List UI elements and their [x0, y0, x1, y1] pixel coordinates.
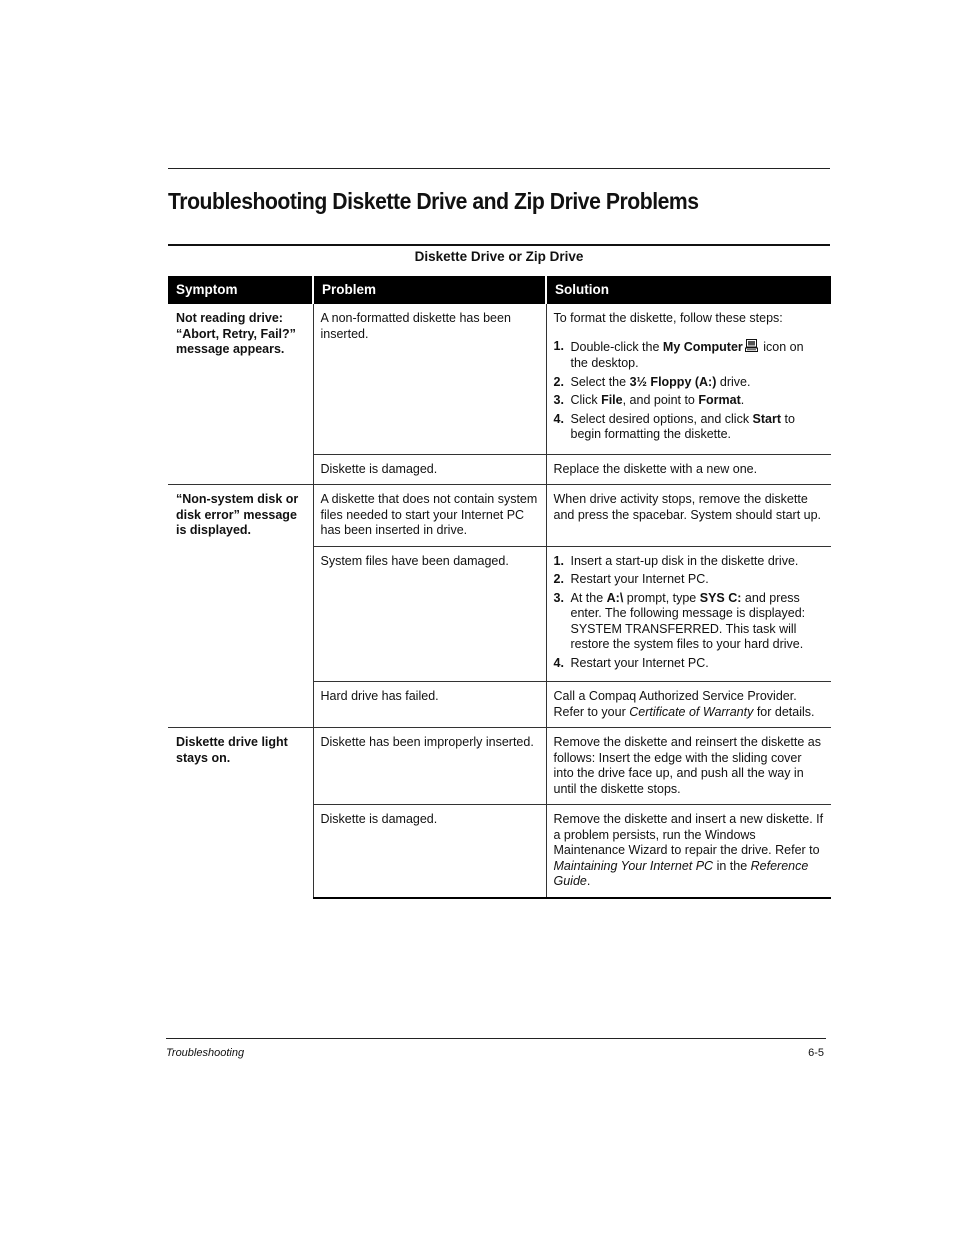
table-top-rule	[168, 244, 830, 246]
computer-icon	[745, 339, 758, 357]
solution-cell: When drive activity stops, remove the diskette and press the spacebar. System should start up.	[546, 485, 831, 547]
sys-step-3: 3. At the A:\ prompt, type SYS C: and press enter. The following message is displayed: SYSTEM TRANSFERRED. This task will restore the system files to your hard drive.	[553, 590, 806, 651]
solution-system-files-steps	[546, 546, 831, 682]
problem-cell: A non-formatted diskette has been inserted.	[313, 304, 546, 454]
problem-cell: A diskette that does not contain system files needed to start your Internet PC has been inserted in drive.	[313, 485, 546, 547]
sys-step-4: 4. Restart your Internet PC.	[553, 655, 709, 670]
symptom-non-system-disk: “Non-system disk or disk error” message is displayed.	[168, 485, 313, 728]
symptom-not-reading-drive: Not reading drive: “Abort, Retry, Fail?” message appears.	[176, 311, 296, 356]
header-symptom: Symptom	[168, 276, 313, 304]
format-steps-list	[554, 339, 825, 443]
problem-cell: Diskette is damaged.	[313, 805, 546, 898]
format-step-4: 4. Select desired options, and click Start to begin formatting the diskette.	[553, 411, 795, 441]
page-title: Troubleshooting Diskette Drive and Zip Drive Problems	[168, 188, 699, 214]
solution-cell: Remove the diskette and reinsert the diskette as follows: Insert the edge with the sliding cover into the drive face up, and push all the way in until the diskette stops.	[546, 728, 831, 805]
solution-cell: Remove the diskette and insert a new diskette. If a problem persists, run the Windows Maintenance Wizard to repair the drive. Refer to Maintaining Your Internet PC in the Reference Guide.	[546, 805, 831, 898]
troubleshooting-table	[168, 276, 831, 899]
problem-cell: System files have been damaged.	[313, 546, 546, 682]
sys-step-2: 2. Restart your Internet PC.	[553, 572, 709, 586]
top-rule	[168, 168, 830, 169]
format-step-2: 2. Select the 3½ Floppy (A:) drive.	[553, 374, 751, 389]
problem-cell: Diskette is damaged.	[313, 454, 546, 485]
table-row	[168, 485, 831, 547]
format-step-1: 1. Double-click the My Computer icon on the desktop.	[553, 338, 804, 370]
format-step-3: 3. Click File, and point to Format.	[553, 393, 745, 407]
solution-cell: Call a Compaq Authorized Service Provider. Refer to your Certificate of Warranty for details.	[546, 682, 831, 728]
header-problem: Problem	[313, 276, 546, 304]
solution-format-steps	[546, 304, 831, 454]
symptom-light-stays-on: Diskette drive light stays on.	[168, 728, 313, 898]
table-caption: Diskette Drive or Zip Drive	[414, 249, 584, 264]
problem-cell: Hard drive has failed.	[313, 682, 546, 728]
table-row	[168, 304, 831, 454]
footer-section: Troubleshooting	[166, 1047, 245, 1059]
table-header-row	[168, 276, 831, 304]
table-row	[168, 728, 831, 805]
problem-cell: Diskette has been improperly inserted.	[313, 728, 546, 805]
format-intro: To format the diskette, follow these steps:	[553, 311, 783, 325]
system-files-steps-list	[554, 554, 825, 672]
header-solution: Solution	[546, 276, 831, 304]
solution-cell: Replace the diskette with a new one.	[546, 454, 831, 485]
footer-rule	[166, 1038, 826, 1039]
sys-step-1: 1. Insert a start-up disk in the diskette drive.	[553, 553, 799, 568]
footer-page-number: 6-5	[808, 1047, 824, 1059]
